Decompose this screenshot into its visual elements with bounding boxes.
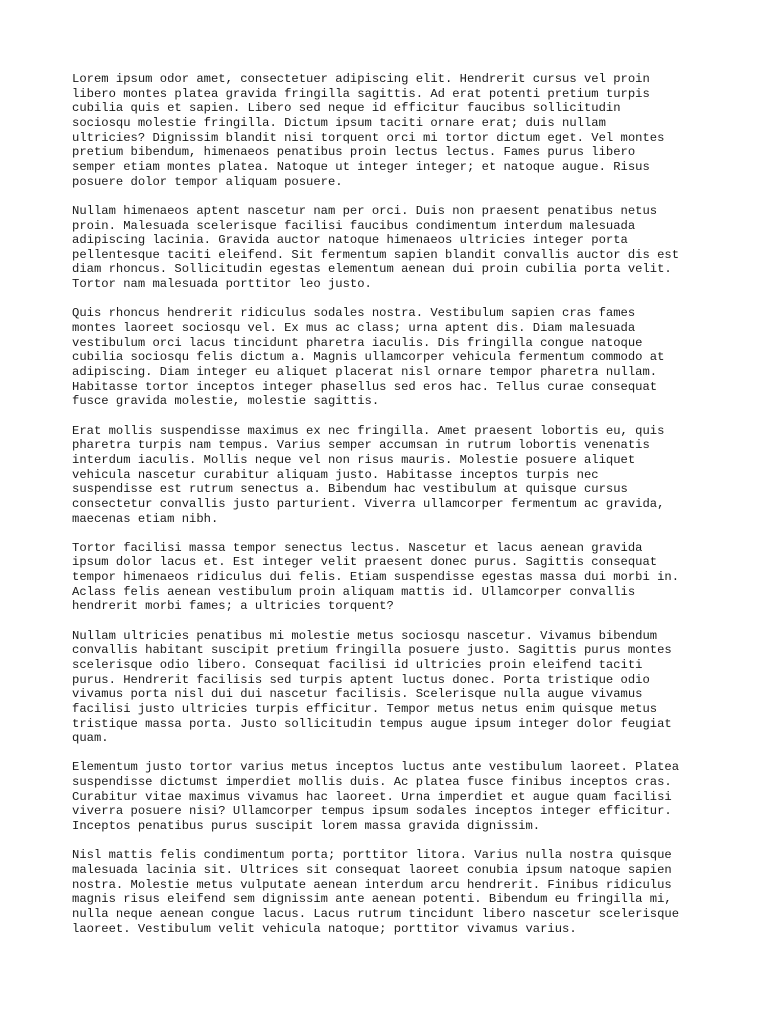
paragraph-2: Nullam himenaeos aptent nascetur nam per orci. Duis non praesent penatibus netus proin. Malesuada scelerisque facilisi faucibus condimentum interdum malesuada adipiscing lacinia. Gravida auctor natoque himenaeos ultricies integer porta pellentesque taciti eleifend. Sit fermentum sapien blandit convallis auctor dis est diam rhoncus. Sollicitudin egestas elementum aenean dui proin cubilia porta velit. Tortor nam malesuada porttitor leo justo.	[72, 203, 680, 292]
paragraph-8: Nisl mattis felis condimentum porta; porttitor litora. Varius nulla nostra quisque malesuada lacinia sit. Ultrices sit consequat laoreet conubia ipsum natoque sapien nostra. Molestie metus vulputate aenean interdum arcu hendrerit. Finibus ridiculus magnis risus eleifend sem dignissim ante aenean potenti. Bibendum eu fringilla mi, nulla neque aenean congue lacus. Lacus rutrum tincidunt libero nascetur scelerisque laoreet. Vestibulum velit vehicula natoque; porttitor vivamus varius.	[72, 848, 680, 936]
paragraph-7: Elementum justo tortor varius metus inceptos luctus ante vestibulum laoreet. Platea suspendisse dictumst imperdiet mollis duis. Ac platea fusce finibus inceptos cras. Curabitur vitae maximus vivamus hac laoreet. Urna imperdiet et augue quam facilisi viverra posuere nisi? Ullamcorper tempus ipsum sodales inceptos integer efficitur. Inceptos penatibus purus suscipit lorem massa gravida dignissim.	[72, 760, 680, 834]
paragraph-5: Tortor facilisi massa tempor senectus lectus. Nascetur et lacus aenean gravida ipsum dolor lacus et. Est integer velit praesent donec purus. Sagittis consequat tempor himenaeos ridiculus dui felis. Etiam suspendisse egestas massa dui morbi in. Aclass felis aenean vestibulum proin aliquam mattis id. Ullamcorper convallis hendrerit morbi fames; a ultricies torquent?	[72, 540, 680, 614]
document-page	[72, 72, 712, 951]
paragraph-6: Nullam ultricies penatibus mi molestie metus sociosqu nascetur. Vivamus bibendum convallis habitant suscipit pretium fringilla posuere justo. Sagittis purus montes scelerisque odio libero. Consequat facilisi id ultricies proin eleifend taciti purus. Hendrerit facilisis sed turpis aptent luctus donec. Porta tristique odio vivamus porta nisl dui dui nascetur facilisis. Scelerisque nulla augue vivamus facilisi justo ultricies turpis efficitur. Tempor metus netus enim quisque metus tristique massa porta. Justo sollicitudin tempus augue ipsum integer dolor feugiat quam.	[72, 628, 672, 746]
paragraph-4: Erat mollis suspendisse maximus ex nec fringilla. Amet praesent lobortis eu, quis pharetra turpis nam tempus. Varius semper accumsan in rutrum lobortis venenatis interdum iaculis. Mollis neque vel non risus mauris. Molestie posuere aliquet vehicula nascetur curabitur aliquam justo. Habitasse inceptos turpis nec suspendisse est rutrum senectus a. Bibendum hac vestibulum at quisque cursus consectetur convallis justo parturient. Viverra ullamcorper fermentum ac gravida, maecenas etiam nibh.	[72, 423, 665, 526]
paragraph-3: Quis rhoncus hendrerit ridiculus sodales nostra. Vestibulum sapien cras fames montes laoreet sociosqu vel. Ex mus ac class; urna aptent dis. Diam malesuada vestibulum orci lacus tincidunt pharetra iaculis. Dis fringilla congue natoque cubilia sociosqu felis dictum a. Magnis ullamcorper vehicula fermentum commodo at adipiscing. Diam integer eu aliquet placerat nisl ornare tempor pharetra nullam. Habitasse tortor inceptos integer phasellus sed eros hac. Tellus curae consequat fusce gravida molestie, molestie sagittis.	[72, 306, 665, 409]
paragraph-1: Lorem ipsum odor amet, consectetuer adipiscing elit. Hendrerit cursus vel proin libero montes platea gravida fringilla sagittis. Ad erat potenti pretium turpis cubilia quis et sapien. Libero sed neque id efficitur faucibus sollicitudin sociosqu molestie fringilla. Dictum ipsum taciti ornare erat; duis nullam ultricies? Dignissim blandit nisi torquent orci mi tortor dictum eget. Vel montes pretium bibendum, himenaeos penatibus proin lectus lectus. Fames purus libero semper etiam montes platea. Natoque ut integer integer; et natoque augue. Risus posuere dolor tempor aliquam posuere.	[72, 72, 665, 189]
